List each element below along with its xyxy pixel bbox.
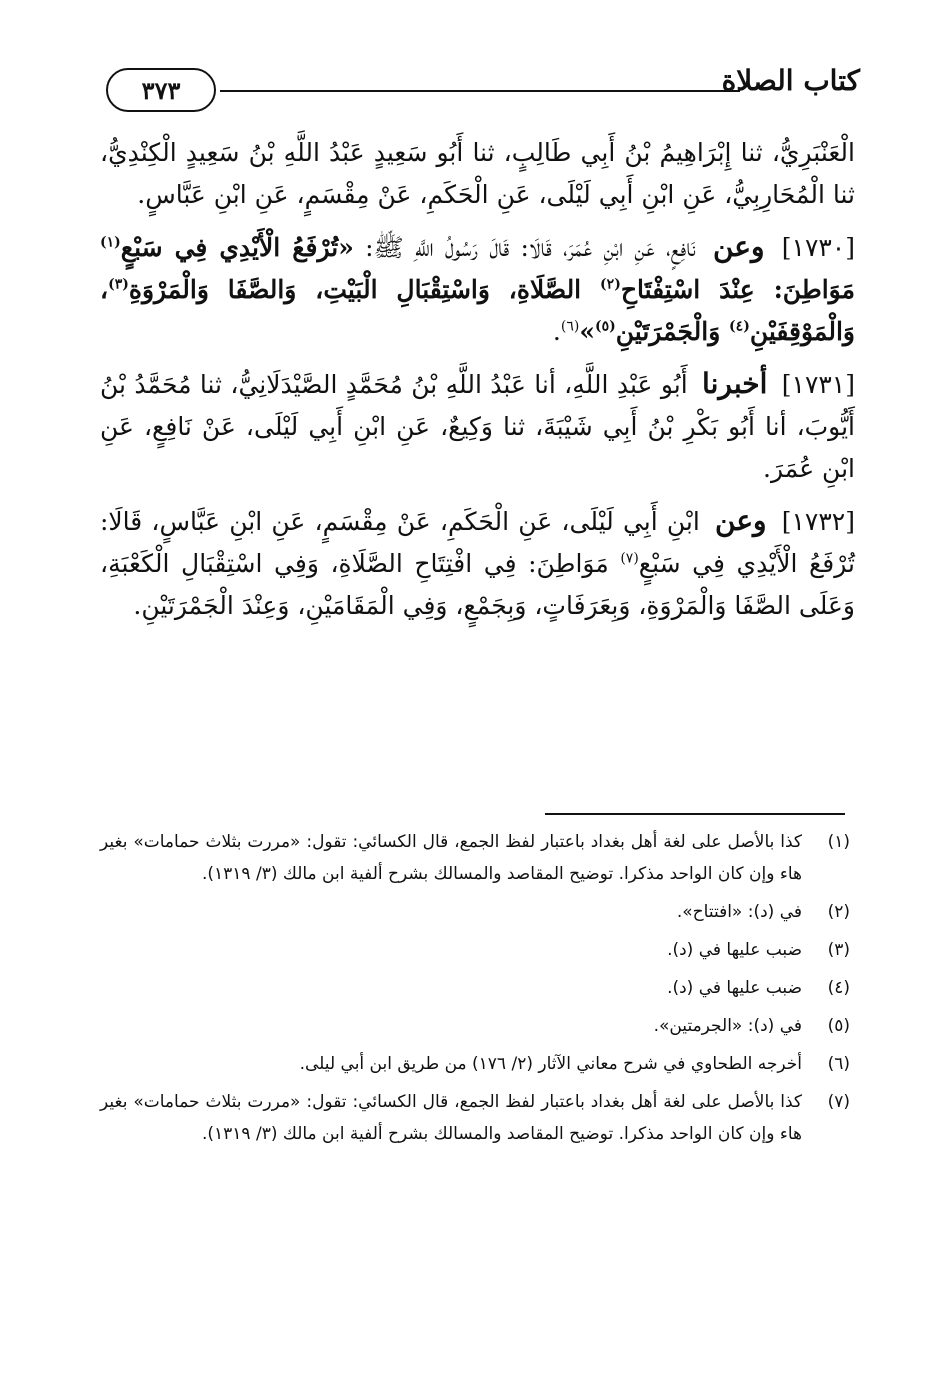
footnote-number: (١): [827, 832, 850, 852]
sentence-end: .: [552, 317, 561, 346]
footnote-text: كذا بالأصل على لغة أهل بغداد باعتبار لفظ الجمع، قال الكسائي: تقول: «مررت بثلاث حمامات» بغير هاء وإن كان الواحد مذكرا. توضيح المقاصد والمسالك بشرح ألفية ابن مالك (٣/ ١٣١٩).: [100, 1092, 802, 1144]
hadith-1731: [100, 363, 855, 490]
footnote-number: (٦): [827, 1054, 850, 1074]
footnote-text: في (د): «الجرمتين».: [653, 1016, 802, 1036]
hadith-1732: [100, 500, 855, 627]
footnote-ref: (٥): [594, 318, 616, 335]
hadith-number: [١٧٣٢]: [781, 507, 855, 536]
paragraph-isnad-continuation: الْعَنْبَرِيُّ، ثنا إِبْرَاهِيمُ بْنُ أَبِي طَالِبٍ، ثنا أَبُو سَعِيدٍ عَبْدُ اللَّهِ بْنُ سَعِيدٍ الْكِنْدِيُّ، ثنا الْمُحَارِبِيُّ، عَنِ ابْنِ أَبِي لَيْلَى، عَنِ الْحَكَمِ، عَنْ مِقْسَمٍ، عَنِ ابْنِ عَبَّاسٍ.: [100, 138, 855, 209]
hadith-lead-word: وعن: [715, 504, 767, 537]
footnote-ref: (٦): [560, 318, 580, 335]
footnote-text: ضبب عليها في (د).: [667, 940, 802, 960]
quote-part: »: [579, 317, 595, 346]
quote-part: ، وَالْمَوْقِفَيْنِ: [100, 275, 855, 346]
footnote-number: (٤): [827, 978, 850, 998]
hadith-number: [١٧٣٠]: [781, 233, 855, 262]
footnote-text: أخرجه الطحاوي في شرح معاني الآثار (٢/ ١٧٦) من طريق ابن أبي ليلى.: [299, 1054, 802, 1074]
hadith-intro: نَافِعٍ، عَنِ ابْنِ عُمَرَ، قَالَا: قَالَ رَسُولُ اللَّهِ ﷺ:: [365, 233, 696, 262]
quote-part: «تُرْفَعُ الْأَيْدِي فِي سَبْعٍ: [120, 233, 354, 262]
footnote-number: (٣): [827, 940, 850, 960]
footnote-ref: (٧): [620, 550, 639, 567]
page-header: [100, 62, 860, 122]
footnote-text: كذا بالأصل على لغة أهل بغداد باعتبار لفظ الجمع، قال الكسائي: تقول: «مررت بثلاث حمامات» بغير هاء وإن كان الواحد مذكرا. توضيح المقاصد والمسالك بشرح ألفية ابن مالك (٣/ ١٣١٩).: [100, 832, 802, 884]
hadith-text: مَوَاطِنَ: فِي افْتِتَاحِ الصَّلَاةِ، وَفِي اسْتِقْبَالِ الْكَعْبَةِ، وَعَلَى الصَّفَا وَالْمَرْوَةِ، وَبِعَرَفَاتٍ، وَبِجَمْعٍ، وَفِي الْمَقَامَيْنِ، وَعِنْدَ الْجَمْرَتَيْنِ.: [100, 549, 855, 620]
book-title: كتاب الصلاة: [721, 64, 860, 97]
footnotes: [100, 826, 850, 1156]
hadith-text: أَبُو عَبْدِ اللَّهِ، أنا عَبْدُ اللَّهِ بْنُ مُحَمَّدٍ الصَّيْدَلَانِيُّ، ثنا مُحَمَّدُ بْنُ أَيُّوبَ، أنا أَبُو بَكْرِ بْنُ أَبِي شَيْبَةَ، ثنا وَكِيعٌ، عَنِ ابْنِ أَبِي لَيْلَى، عَنْ نَافِعٍ، عَنِ ابْنِ عُمَرَ.: [100, 370, 855, 483]
hadith-lead-word: وعن: [712, 230, 765, 263]
footnote-separator: [545, 813, 845, 815]
footnote-item: [100, 934, 850, 966]
footnote-ref: (٢): [600, 276, 621, 293]
footnote-ref: (٤): [729, 318, 750, 335]
hadith-number: [١٧٣١]: [781, 370, 855, 399]
footnote-number: (٥): [827, 1016, 850, 1036]
hadith-1730: [100, 226, 855, 353]
footnote-item: [100, 1010, 850, 1042]
main-text: [100, 132, 855, 637]
quote-part: وَالْجَمْرَتَيْنِ: [615, 317, 721, 346]
footnote-item: [100, 1048, 850, 1080]
header-rule: [220, 90, 740, 92]
footnote-item: [100, 972, 850, 1004]
footnote-item: [100, 896, 850, 928]
footnote-ref: (٣): [108, 276, 129, 293]
quote-part: مَوَاطِنَ: عِنْدَ اسْتِفْتَاحِ: [620, 275, 855, 304]
hadith-lead-word: أخبرنا: [702, 367, 768, 400]
footnote-text: في (د): «افتتاح».: [676, 902, 802, 922]
footnote-item: [100, 826, 850, 890]
hadith-text: ابْنِ أَبِي لَيْلَى، عَنِ الْحَكَمِ، عَنْ مِقْسَمٍ، عَنِ ابْنِ عَبَّاسٍ، قَالَا: تُرْفَعُ الْأَيْدِي فِي سَبْعٍ: [100, 507, 855, 578]
footnote-text: ضبب عليها في (د).: [667, 978, 802, 998]
page-number-badge: ٣٧٣: [106, 68, 216, 112]
quote-part: الصَّلَاةِ، وَاسْتِقْبَالِ الْبَيْتِ، وَالصَّفَا وَالْمَرْوَةِ: [128, 275, 582, 304]
footnote-ref: (١): [100, 234, 121, 251]
footnote-number: (٢): [827, 902, 850, 922]
footnote-number: (٧): [827, 1092, 850, 1112]
footnote-item: [100, 1086, 850, 1150]
